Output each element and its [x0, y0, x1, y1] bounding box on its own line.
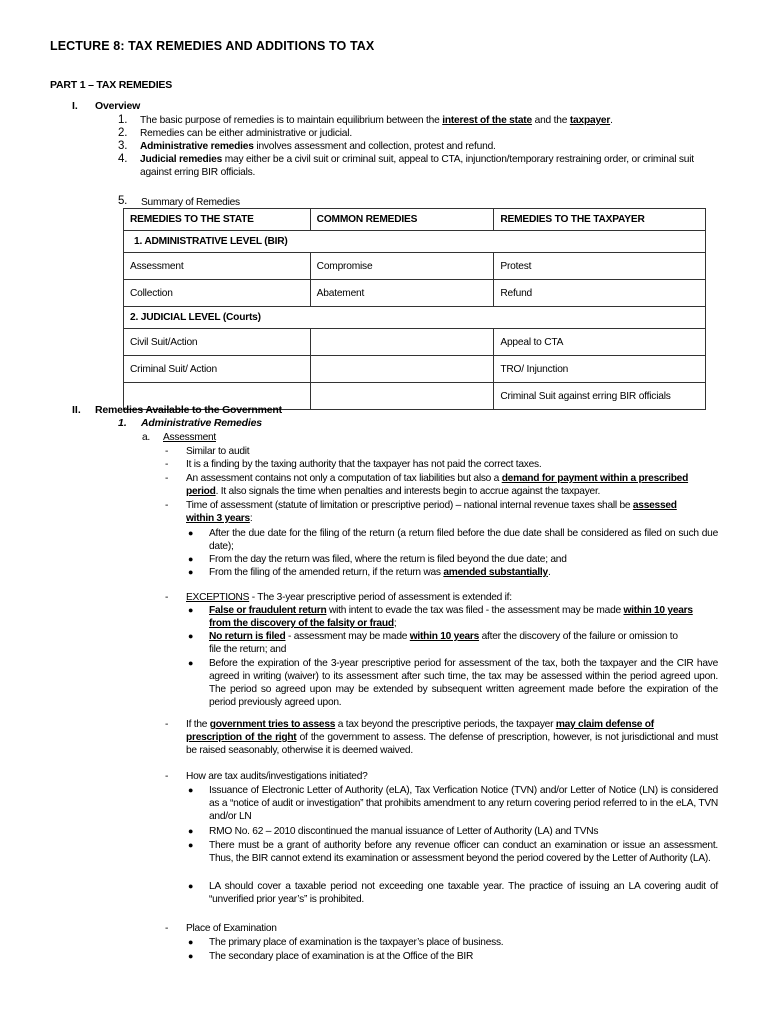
table-cell: Civil Suit/Action	[124, 329, 311, 356]
summary-number: 5.	[118, 195, 128, 207]
table-cell: Compromise	[310, 253, 494, 280]
exception-bullet-waiver: Before the expiration of the 3-year prescriptive period for assessment of the tax, both the taxpayer and the CIR have agreed in writing (waiver) to its assessment after such time, the tax may be assessed within the period agreed upon. The period so agreed upon may be extended by subsequent written agreement made before the expiration of the period previously agreed upon.	[209, 658, 718, 708]
place-bullet-primary: The primary place of examination is the taxpayer’s place of business.	[209, 937, 504, 948]
dash-marker: -	[165, 592, 169, 603]
table-cell: TRO/ Injunction	[494, 356, 706, 383]
table-cell: Appeal to CTA	[494, 329, 706, 356]
detail-audits-initiated: How are tax audits/investigations initiated?	[186, 771, 368, 782]
remedies-summary-table	[123, 208, 706, 410]
part-heading: PART 1 – TAX REMEDIES	[50, 79, 173, 91]
bullet-marker: ●	[188, 605, 194, 615]
judicial-level-heading: 2. JUDICIAL LEVEL (Courts)	[124, 307, 706, 329]
table-header-cell: REMEDIES TO THE STATE	[124, 209, 311, 231]
table-header-cell: COMMON REMEDIES	[310, 209, 494, 231]
item-a-title: Assessment	[163, 432, 216, 443]
exception-bullet-no-return: No return is filed - assessment may be made within 10 years after the discovery of the failure or omission to file the return; and	[209, 631, 678, 655]
detail-time-of-assessment: Time of assessment (statute of limitation or prescriptive period) – national internal revenue taxes shall be assessed within 3 years:	[186, 500, 677, 524]
detail-demand-for-payment: An assessment contains not only a computation of tax liabilities but also a demand for payment within a prescribed period. It also signals the time when penalties and interests begin to accrue against the taxpayer.	[186, 473, 689, 497]
table-row	[124, 307, 706, 329]
dash-marker: -	[165, 771, 169, 782]
table-cell	[310, 356, 494, 383]
table-row	[124, 280, 706, 307]
bullet-marker: ●	[188, 528, 194, 538]
dash-marker: -	[165, 473, 169, 484]
dash-marker: -	[165, 500, 169, 511]
bullet-marker: ●	[188, 785, 194, 795]
summary-label: Summary of Remedies	[141, 197, 240, 208]
overview-item-4: 4. Judicial remedies may either be a civil suit or criminal suit, appeal to CTA, injunction/temporary restraining order, or criminal suit against erring BIR officials.	[118, 153, 694, 178]
table-cell: Assessment	[124, 253, 311, 280]
section-2-number: II.	[72, 404, 81, 416]
detail-similar-to-audit: Similar to audit	[186, 446, 250, 457]
dash-marker: -	[165, 719, 169, 730]
table-cell	[310, 329, 494, 356]
time-bullet-return-filed: From the day the return was filed, where the return is filed beyond the due date; and	[209, 554, 567, 565]
bullet-marker: ●	[188, 631, 194, 641]
section-2-title: Remedies Available to the Government	[95, 404, 282, 416]
table-cell: Collection	[124, 280, 311, 307]
bullet-marker: ●	[188, 881, 194, 891]
audit-bullet-rmo: RMO No. 62 – 2010 discontinued the manual issuance of Letter of Authority (LA) and TVNs	[209, 826, 599, 837]
table-header-row	[124, 209, 706, 231]
dash-marker: -	[165, 459, 169, 470]
table-cell: Criminal Suit/ Action	[124, 356, 311, 383]
place-bullet-secondary: The secondary place of examination is at the Office of the BIR	[209, 951, 474, 962]
bullet-marker: ●	[188, 951, 194, 961]
audit-bullet-la-coverage: LA should cover a taxable period not exceeding one taxable year. The practice of issuing an LA covering audit of “unverified prior year’s” is prohibited.	[209, 881, 718, 905]
table-header-cell: REMEDIES TO THE TAXPAYER	[494, 209, 706, 231]
overview-item-2: 2. Remedies can be either administrative or judicial.	[118, 127, 352, 139]
audit-bullet-grant-authority: There must be a grant of authority before any revenue officer can conduct an examination or issue an assessment. Thus, the BIR cannot extend its examination or assessment beyond the period covered by the Letter of Authority (LA).	[209, 840, 718, 864]
table-cell: Criminal Suit against erring BIR officials	[494, 383, 706, 410]
bullet-marker: ●	[188, 554, 194, 564]
item-a-label: a.	[142, 432, 150, 443]
section-1-title: Overview	[95, 100, 141, 112]
table-row	[124, 253, 706, 280]
bullet-marker: ●	[188, 658, 194, 668]
table-cell: Refund	[494, 280, 706, 307]
table-row	[124, 231, 706, 253]
detail-prescription-defense: If the government tries to assess a tax beyond the prescriptive periods, the taxpayer may claim defense of prescription of the right of the government to assess. The defense of prescription, however, is not jurisdictional and must be raised seasonably, otherwise it is deemed waived.	[186, 719, 718, 756]
table-cell: Abatement	[310, 280, 494, 307]
time-bullet-amended-return: From the filing of the amended return, if the return was amended substantially.	[209, 567, 551, 578]
overview-item-1: 1. The basic purpose of remedies is to maintain equilibrium between the interest of the state and the taxpayer.	[118, 114, 613, 126]
audit-bullet-ela: Issuance of Electronic Letter of Authority (eLA), Tax Verfication Notice (TVN) and/or Letter of Notice (LN) is considered as a “notice of audit or investigation” that prohibits amendment to any return covering period referred to in the eLA, TVN and/or LN	[209, 785, 718, 822]
bullet-marker: ●	[188, 840, 194, 850]
bullet-marker: ●	[188, 567, 194, 577]
detail-finding: It is a finding by the taxing authority that the taxpayer has not paid the correct taxes.	[186, 459, 542, 470]
dash-marker: -	[165, 923, 169, 934]
subsection-number: 1.	[118, 417, 127, 429]
section-1-number: I.	[72, 100, 78, 112]
admin-level-heading: 1. ADMINISTRATIVE LEVEL (BIR)	[124, 231, 706, 253]
table-row	[124, 356, 706, 383]
bullet-marker: ●	[188, 937, 194, 947]
lecture-title: LECTURE 8: TAX REMEDIES AND ADDITIONS TO TAX	[50, 39, 375, 53]
time-bullet-due-date: After the due date for the filing of the return (a return filed before the due date shall be considered as filed on such due date);	[209, 528, 718, 552]
table-cell: Protest	[494, 253, 706, 280]
overview-list	[118, 114, 720, 179]
subsection-title: Administrative Remedies	[141, 417, 262, 429]
exception-bullet-fraudulent: False or fraudulent return with intent to evade the tax was filed - the assessment may be made within 10 years from the discovery of the falsity or fraud;	[209, 605, 693, 629]
bullet-marker: ●	[188, 826, 194, 836]
table-cell	[310, 383, 494, 410]
dash-marker: -	[165, 446, 169, 457]
table-row	[124, 329, 706, 356]
detail-exceptions: EXCEPTIONS - The 3-year prescriptive period of assessment is extended if:	[186, 592, 512, 603]
overview-item-3: 3. Administrative remedies involves assessment and collection, protest and refund.	[118, 140, 496, 152]
detail-place-of-examination: Place of Examination	[186, 923, 277, 934]
